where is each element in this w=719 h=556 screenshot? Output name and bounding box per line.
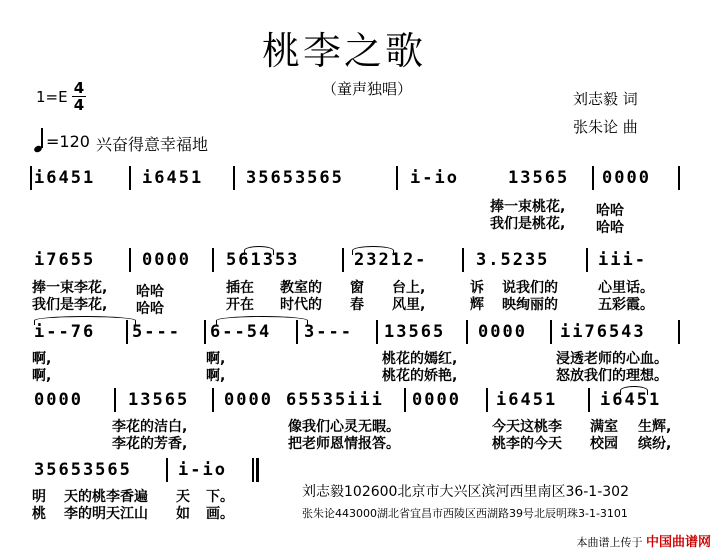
barline [404,388,406,412]
measure: 35653565 [246,168,344,188]
measure: i7655 [34,250,96,270]
lyric: 天 [176,489,190,505]
measure: 0000 [478,322,527,342]
measure: 13565 [508,168,570,188]
lyric: 捧一束桃花, [490,199,566,215]
lyric: 辉 [470,297,484,313]
measure: 23212- [354,250,428,270]
lyric: 缤纷, [638,436,672,452]
slur [352,246,394,255]
measure: 35653565 [34,460,132,480]
final-barline-thick [256,458,259,482]
lyric: 桃花的娇艳, [382,368,458,384]
barline [486,388,488,412]
lyric: 怒放我们的理想。 [556,368,668,384]
lyric: 啊, [206,351,226,367]
lyric: 心里话。 [598,280,654,296]
barline [586,248,588,272]
barline [376,320,378,344]
barline [550,320,552,344]
slur [244,246,274,255]
lyric: 我们是桃花, [490,216,566,232]
measure: ii76543 [560,322,646,342]
measure: i6451 [496,390,558,410]
slur [620,386,648,395]
lyric: 桃花的嫣红, [382,351,458,367]
lyric: 今天这桃李 [492,419,562,435]
lyric: 哈哈 [596,203,624,219]
barline [126,320,128,344]
lyric: 映绚丽的 [502,297,558,313]
lyric: 满室 [590,419,618,435]
measure: i6451 [34,168,96,188]
measure: 13565 [128,390,190,410]
time-signature-top: 4 [73,79,85,97]
lyric: 生辉, [638,419,672,435]
final-barline [252,458,254,482]
lyric: 哈哈 [596,220,624,236]
song-subtitle: （童声独唱） [322,80,413,98]
barline [129,166,131,190]
address-composer: 张朱论443000湖北省宜昌市西陵区西湖路39号北辰明珠3-1-3101 [302,507,628,520]
measure: 3.5235 [476,250,550,270]
barline [592,166,594,190]
barline [296,320,298,344]
measure: 3--- [304,322,353,342]
lyric: 教室的 [280,280,322,296]
barline [342,248,344,272]
tempo-mark: =120 [46,132,90,151]
measure: 0000 [412,390,461,410]
measure: 65535iii [286,390,384,410]
barline [30,166,32,190]
measure: i-io [178,460,227,480]
lyric: 明 [32,489,46,505]
measure: iii- [598,250,647,270]
composer-credit: 张朱论 曲 [573,118,638,136]
lyric: 说我们的 [502,280,558,296]
barline [466,320,468,344]
time-signature-bottom: 4 [73,96,85,114]
measure: i6451 [142,168,204,188]
lyric: 如 [176,506,190,522]
barline [678,320,680,344]
measure: 13565 [384,322,446,342]
lyric: 下。 [206,489,234,505]
measure: 0000 [34,390,83,410]
lyric: 啊, [206,368,226,384]
quarter-note-stem [41,128,43,148]
barline [588,388,590,412]
expression-mark: 兴奋得意幸福地 [96,135,209,154]
lyric: 台上, [392,280,426,296]
barline [212,248,214,272]
lyric: 诉 [470,280,484,296]
lyric: 桃 [32,506,46,522]
time-signature [72,80,86,113]
lyric: 插在 [226,280,254,296]
lyric: 五彩霞。 [598,297,654,313]
barline [166,458,168,482]
address-lyricist: 刘志毅102600北京市大兴区滨河西里南区36-1-302 [302,484,629,500]
lyric: 浸透老师的心血。 [556,351,668,367]
lyric: 李花的洁白, [112,419,188,435]
barline [233,166,235,190]
lyric: 哈哈 [136,284,164,300]
barline [114,388,116,412]
lyric: 桃李的今天 [492,436,562,452]
barline [204,320,206,344]
lyric: 啊, [32,351,52,367]
measure: 0000 [142,250,191,270]
lyric: 李的明天江山 [64,506,148,522]
measure: 6--54 [210,322,272,342]
lyric: 我们是李花, [32,297,108,313]
site-logo[interactable]: 中国曲谱网 [645,535,711,550]
lyricist-credit: 刘志毅 词 [573,90,638,108]
lyric: 画。 [206,506,234,522]
measure: i-io [410,168,459,188]
lyric: 李花的芳香, [112,436,188,452]
key-signature: 1=E [36,88,68,106]
lyric: 哈哈 [136,301,164,317]
barline [212,388,214,412]
measure: i--76 [34,322,96,342]
measure: 0000 [224,390,273,410]
footer-text: 本曲谱上传于 [576,536,643,549]
barline [396,166,398,190]
lyric: 天的桃李香遍 [64,489,148,505]
lyric: 像我们心灵无暇。 [288,419,400,435]
barline [462,248,464,272]
measure: 561353 [226,250,300,270]
barline [678,166,680,190]
lyric: 捧一束李花, [32,280,108,296]
lyric: 开在 [226,297,254,313]
site-footer [576,531,711,550]
lyric: 春 [350,297,364,313]
lyric: 风里, [392,297,426,313]
lyric: 把老师恩情报答。 [288,436,400,452]
lyric: 时代的 [280,297,322,313]
barline [129,248,131,272]
song-title: 桃李之歌 [262,29,427,73]
lyric: 窗 [350,280,364,296]
tie [216,316,308,325]
measure: 5--- [132,322,181,342]
measure: 0000 [602,168,651,188]
lyric: 啊, [32,368,52,384]
lyric: 校园 [590,436,618,452]
measure: i6451 [600,390,662,410]
tie [34,316,136,325]
